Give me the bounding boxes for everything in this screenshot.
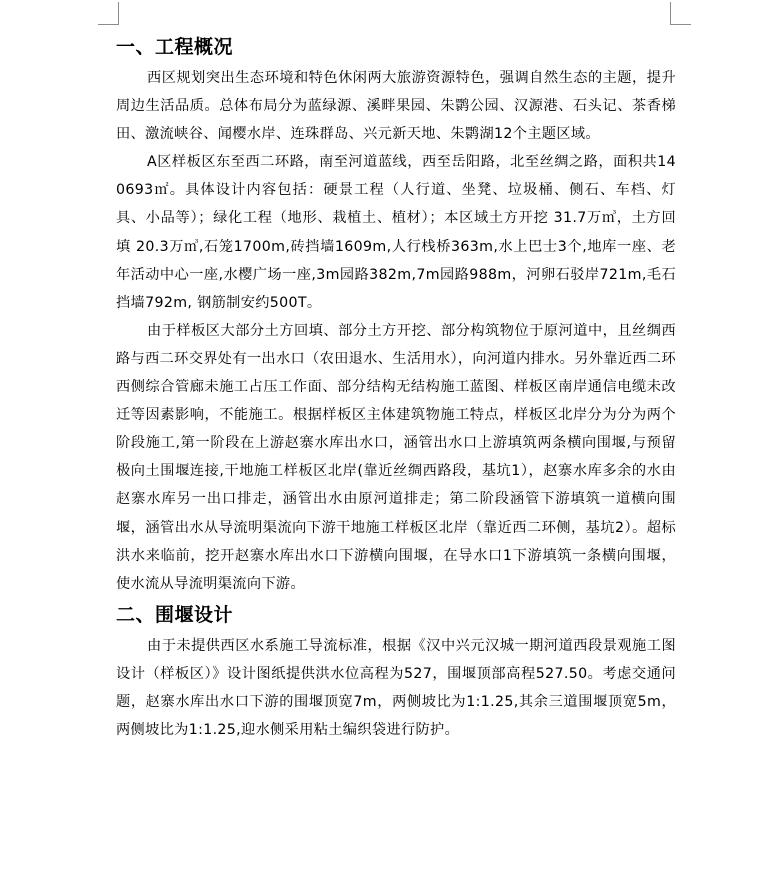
section-heading-cofferdam: 二、围堰设计	[116, 603, 234, 626]
section-heading-overview: 一、工程概况	[116, 36, 234, 58]
paragraph-overview-2: A区样板区东至西二环路，南至河道蓝线，西至岳阳路，北至丝绸之路，面积共140693㎡。具体设计内容包括：硬景工程（人行道、坐凳、垃圾桶、侧石、车档、灯具、小品等）；绿化工程（地形、栽植土、植材）；本区域土方开挖 31.7万㎥，土方回填 20.3万㎥,石笼1700m,砖挡墙1609m,人行栈桥363m,水上巴士3个,地库一座、老年活动中心一座,水樱广场一座,3m园路382m,7m园路988m，河卵石驳岸721m,毛石挡墙792m, 钢筋制安约500T。	[116, 154, 676, 311]
paragraph-overview-1: 西区规划突出生态环境和特色休闲两大旅游资源特色，强调自然生态的主题，提升周边生活品质。总体布局分为蓝绿源、溪畔果园、朱鹮公园、汉源港、石头记、茶香梯田、激流峡谷、闻樱水岸、连珠群岛、兴元新天地、朱鹮湖12个主题区域。	[116, 70, 676, 143]
crop-mark-top-left	[98, 2, 119, 25]
paragraph-cofferdam-1: 由于未提供西区水系施工导流标准，根据《汉中兴元汉城一期河道西段景观施工图设计（样板区）》设计图纸提供洪水位高程为527，围堰顶部高程527.50。考虑交通问题，赵寨水库出水口下游的围堰顶宽7m，两侧坡比为1:1.25,其余三道围堰顶宽5m，两侧坡比为1:1.25,迎水侧采用粘土编织袋进行防护。	[116, 637, 676, 739]
crop-mark-top-right	[670, 2, 691, 25]
paragraph-overview-3: 由于样板区大部分土方回填、部分土方开挖、部分构筑物位于原河道中，且丝绸西路与西二环交界处有一出水口（农田退水、生活用水），向河道内排水。另外靠近西二环西侧综合管廊未施工占压工作面、部分结构无结构施工蓝图、样板区南岸通信电缆未改迁等因素影响，不能施工。根据样板区主体建筑物施工特点，样板区北岸分为分为两个阶段施工,第一阶段在上游赵寨水库出水口，涵管出水口上游填筑两条横向围堰,与预留极向土围堰连接,干地施工样板区北岸(靠近丝绸西路段，基坑1），赵寨水库多余的水由赵寨水库另一出口排走，涵管出水由原河道排走；第二阶段涵管下游填筑一道横向围堰，涵管出水从导流明渠流向下游干地施工样板区北岸（靠近西二环侧，基坑2）。超标洪水来临前，挖开赵寨水库出水口下游横向围堰，在导水口1下游填筑一条横向围堰，使水流从导流明渠流向下游。	[116, 322, 676, 592]
document-body	[116, 30, 676, 744]
